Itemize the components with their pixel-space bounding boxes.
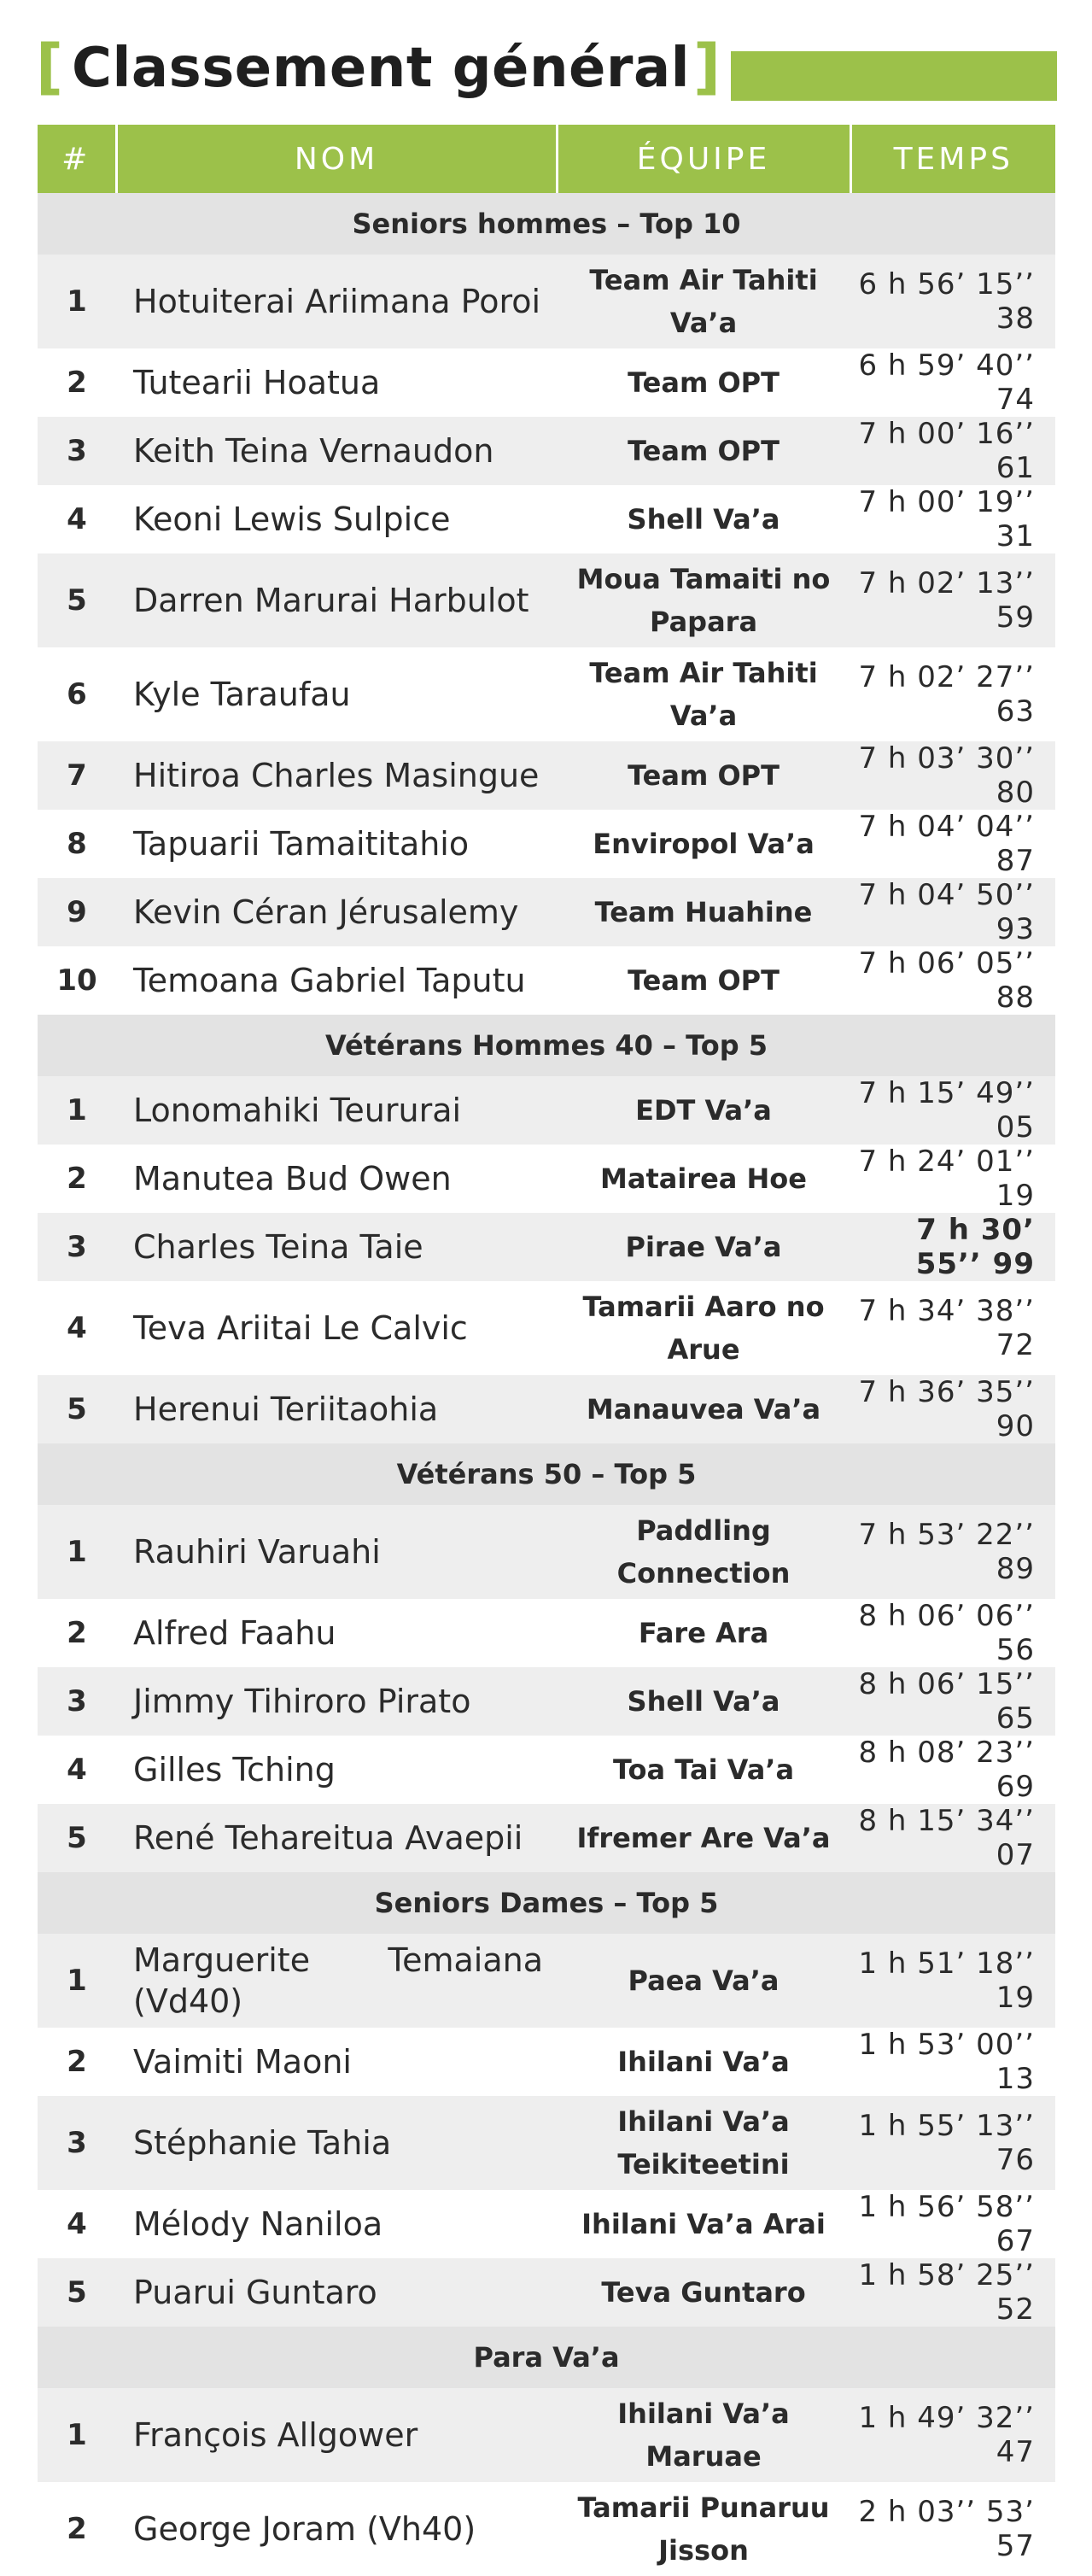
table-row: [38, 2028, 1055, 2096]
section-header-row: [38, 1872, 1055, 1934]
rank-cell: 5: [38, 1375, 116, 1443]
table-header: [38, 125, 1055, 193]
team-cell: Team OPT: [557, 741, 850, 810]
name-cell: Temoana Gabriel Taputu: [116, 946, 557, 1015]
table-row: [38, 741, 1055, 810]
time-cell: 7 h 00’ 16’’ 61: [850, 417, 1055, 485]
name-cell: René Tehareitua Avaepii: [116, 1804, 557, 1872]
rank-cell: 6: [38, 647, 116, 741]
table-row: [38, 2190, 1055, 2258]
name-cell: Kyle Taraufau: [116, 647, 557, 741]
team-cell: Teva Guntaro: [557, 2258, 850, 2327]
table-row: [38, 2258, 1055, 2327]
time-cell: 2 h 03’’ 53’ 57: [850, 2482, 1055, 2576]
right-bracket-ornament: ]: [693, 32, 721, 102]
time-cell: 7 h 02’ 13’’ 59: [850, 553, 1055, 647]
table-row: [38, 1145, 1055, 1213]
team-cell: Team Huahine: [557, 878, 850, 946]
rank-cell: 2: [38, 2482, 116, 2576]
name-cell: Hotuiterai Ariimana Poroi: [116, 255, 557, 348]
rank-cell: 3: [38, 417, 116, 485]
rank-cell: 4: [38, 1281, 116, 1375]
time-cell: 7 h 53’ 22’’ 89: [850, 1505, 1055, 1599]
name-cell: Gilles Tching: [116, 1736, 557, 1804]
section-title: Seniors Dames – Top 5: [38, 1872, 1055, 1934]
team-cell: Team Air Tahiti Va’a: [557, 255, 850, 348]
name-cell: Stéphanie Tahia: [116, 2096, 557, 2190]
table-row: [38, 1076, 1055, 1145]
time-cell: 8 h 06’ 15’’ 65: [850, 1667, 1055, 1736]
name-cell: Mélody Naniloa: [116, 2190, 557, 2258]
rank-cell: 4: [38, 1736, 116, 1804]
results-table: [38, 125, 1055, 2576]
name-cell: Alfred Faahu: [116, 1599, 557, 1667]
table-row: [38, 1505, 1055, 1599]
rank-cell: 1: [38, 255, 116, 348]
rank-cell: 5: [38, 553, 116, 647]
name-cell: Kevin Céran Jérusalemy: [116, 878, 557, 946]
name-cell: Charles Teina Taie: [116, 1213, 557, 1281]
rank-cell: 8: [38, 810, 116, 878]
team-cell: EDT Va’a: [557, 1076, 850, 1145]
table-row: [38, 878, 1055, 946]
table-row: [38, 2482, 1055, 2576]
table-row: [38, 255, 1055, 348]
team-cell: Paea Va’a: [557, 1934, 850, 2028]
team-cell: Toa Tai Va’a: [557, 1736, 850, 1804]
table-row: [38, 1736, 1055, 1804]
section-header-row: [38, 1015, 1055, 1076]
rank-cell: 7: [38, 741, 116, 810]
table-row: [38, 1599, 1055, 1667]
rank-cell: 10: [38, 946, 116, 1015]
rank-cell: 1: [38, 1934, 116, 2028]
team-cell: Team OPT: [557, 946, 850, 1015]
section-title: Vétérans 50 – Top 5: [38, 1443, 1055, 1505]
column-header-name: NOM: [116, 125, 557, 193]
name-cell: Tutearii Hoatua: [116, 348, 557, 417]
team-cell: Enviropol Va’a: [557, 810, 850, 878]
team-cell: Tamarii Punaruu Jisson: [557, 2482, 850, 2576]
team-cell: Matairea Hoe: [557, 1145, 850, 1213]
name-cell: Marguerite Temaiana (Vd40): [116, 1934, 557, 2028]
page-title: Classement général: [72, 37, 691, 100]
time-cell: 7 h 02’ 27’’ 63: [850, 647, 1055, 741]
table-row: [38, 485, 1055, 553]
time-cell: 7 h 06’ 05’’ 88: [850, 946, 1055, 1015]
team-cell: Shell Va’a: [557, 485, 850, 553]
time-cell: 8 h 06’ 06’’ 56: [850, 1599, 1055, 1667]
name-cell: Manutea Bud Owen: [116, 1145, 557, 1213]
time-cell: 7 h 15’ 49’’ 05: [850, 1076, 1055, 1145]
name-cell: Teva Ariitai Le Calvic: [116, 1281, 557, 1375]
table-row: [38, 810, 1055, 878]
team-cell: Pirae Va’a: [557, 1213, 850, 1281]
time-cell: 1 h 56’ 58’’ 67: [850, 2190, 1055, 2258]
name-cell: Tapuarii Tamaititahio: [116, 810, 557, 878]
time-cell: 1 h 51’ 18’’ 19: [850, 1934, 1055, 2028]
rank-cell: 4: [38, 485, 116, 553]
rank-cell: 1: [38, 1505, 116, 1599]
time-cell: 1 h 49’ 32’’ 47: [850, 2388, 1055, 2482]
time-cell: 7 h 34’ 38’’ 72: [850, 1281, 1055, 1375]
time-cell: 7 h 03’ 30’’ 80: [850, 741, 1055, 810]
name-cell: Darren Marurai Harbulot: [116, 553, 557, 647]
time-cell: 7 h 00’ 19’’ 31: [850, 485, 1055, 553]
name-cell: Keith Teina Vernaudon: [116, 417, 557, 485]
rank-cell: 2: [38, 1599, 116, 1667]
header-row: [38, 125, 1055, 193]
team-cell: Ihilani Va’a: [557, 2028, 850, 2096]
name-cell: Hitiroa Charles Masingue: [116, 741, 557, 810]
column-header-rank: #: [38, 125, 116, 193]
name-cell: Lonomahiki Teururai: [116, 1076, 557, 1145]
time-cell: 7 h 04’ 04’’ 87: [850, 810, 1055, 878]
table-row: [38, 553, 1055, 647]
team-cell: Ihilani Va’a Arai: [557, 2190, 850, 2258]
table-row: [38, 1375, 1055, 1443]
rank-cell: 2: [38, 348, 116, 417]
table-row: [38, 1213, 1055, 1281]
rank-cell: 3: [38, 2096, 116, 2190]
name-cell: François Allgower: [116, 2388, 557, 2482]
name-cell: Puarui Guntaro: [116, 2258, 557, 2327]
team-cell: Moua Tamaiti no Papara: [557, 553, 850, 647]
team-cell: Paddling Connection: [557, 1505, 850, 1599]
time-cell: 7 h 04’ 50’’ 93: [850, 878, 1055, 946]
name-cell: Herenui Teriitaohia: [116, 1375, 557, 1443]
team-cell: Tamarii Aaro no Arue: [557, 1281, 850, 1375]
table-row: [38, 946, 1055, 1015]
column-header-team: ÉQUIPE: [557, 125, 850, 193]
rank-cell: 3: [38, 1667, 116, 1736]
title-bar: [36, 31, 1057, 106]
table-row: [38, 2388, 1055, 2482]
time-cell: 8 h 08’ 23’’ 69: [850, 1736, 1055, 1804]
rank-cell: 2: [38, 1145, 116, 1213]
section-header-row: [38, 1443, 1055, 1505]
team-cell: Ihilani Va’a Maruae: [557, 2388, 850, 2482]
table-row: [38, 2096, 1055, 2190]
section-title: Vétérans Hommes 40 – Top 5: [38, 1015, 1055, 1076]
table-row: [38, 348, 1055, 417]
name-cell: Jimmy Tihiroro Pirato: [116, 1667, 557, 1736]
team-cell: Manauvea Va’a: [557, 1375, 850, 1443]
name-cell: Keoni Lewis Sulpice: [116, 485, 557, 553]
time-cell: 6 h 59’ 40’’ 74: [850, 348, 1055, 417]
team-cell: Shell Va’a: [557, 1667, 850, 1736]
left-bracket-ornament: [: [36, 32, 63, 102]
time-cell: 7 h 30’ 55’’ 99: [850, 1213, 1055, 1281]
table-row: [38, 1934, 1055, 2028]
team-cell: Team OPT: [557, 348, 850, 417]
rank-cell: 2: [38, 2028, 116, 2096]
team-cell: Ifremer Are Va’a: [557, 1804, 850, 1872]
name-cell: Vaimiti Maoni: [116, 2028, 557, 2096]
rank-cell: 1: [38, 1076, 116, 1145]
column-header-time: TEMPS: [850, 125, 1055, 193]
section-title: Para Va’a: [38, 2327, 1055, 2388]
name-cell: Rauhiri Varuahi: [116, 1505, 557, 1599]
rank-cell: 1: [38, 2388, 116, 2482]
section-title: Seniors hommes – Top 10: [38, 193, 1055, 255]
team-cell: Fare Ara: [557, 1599, 850, 1667]
team-cell: Team Air Tahiti Va’a: [557, 647, 850, 741]
rank-cell: 5: [38, 2258, 116, 2327]
table-row: [38, 1804, 1055, 1872]
time-cell: 1 h 58’ 25’’ 52: [850, 2258, 1055, 2327]
time-cell: 1 h 53’ 00’’ 13: [850, 2028, 1055, 2096]
rank-cell: 4: [38, 2190, 116, 2258]
rank-cell: 9: [38, 878, 116, 946]
title-accent-bar: [731, 51, 1057, 101]
table-body: [38, 193, 1055, 2576]
rank-cell: 5: [38, 1804, 116, 1872]
table-row: [38, 1667, 1055, 1736]
team-cell: Team OPT: [557, 417, 850, 485]
time-cell: 8 h 15’ 34’’ 07: [850, 1804, 1055, 1872]
name-cell: George Joram (Vh40): [116, 2482, 557, 2576]
time-cell: 6 h 56’ 15’’ 38: [850, 255, 1055, 348]
time-cell: 7 h 24’ 01’’ 19: [850, 1145, 1055, 1213]
section-header-row: [38, 2327, 1055, 2388]
table-row: [38, 417, 1055, 485]
table-row: [38, 1281, 1055, 1375]
table-row: [38, 647, 1055, 741]
time-cell: 7 h 36’ 35’’ 90: [850, 1375, 1055, 1443]
rank-cell: 3: [38, 1213, 116, 1281]
time-cell: 1 h 55’ 13’’ 76: [850, 2096, 1055, 2190]
team-cell: Ihilani Va’a Teikiteetini: [557, 2096, 850, 2190]
section-header-row: [38, 193, 1055, 255]
